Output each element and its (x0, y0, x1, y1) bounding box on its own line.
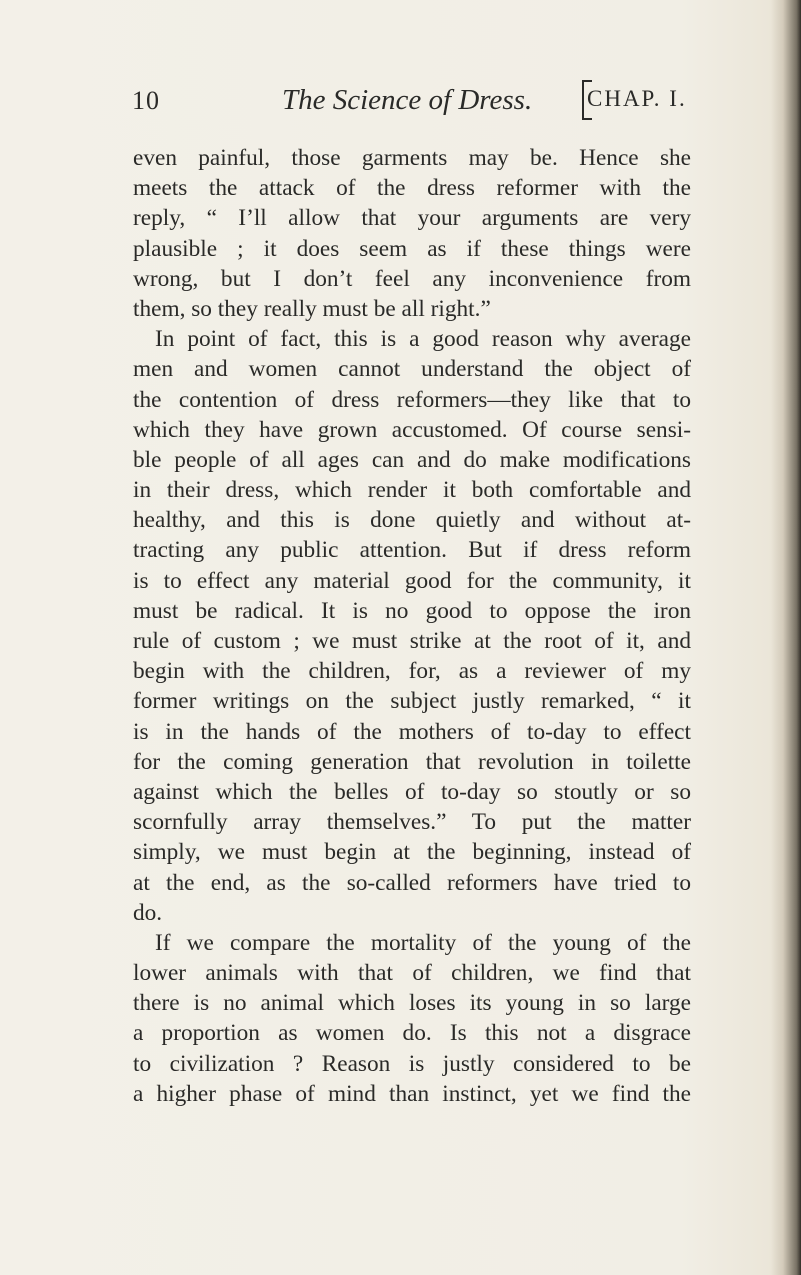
text-line: meets the attack of the dress reformer with the (133, 175, 691, 202)
running-head (132, 80, 692, 124)
text-line: for the coming generation that revolution in toilette (133, 748, 691, 775)
text-line: If we compare the mortality of the young of the (155, 929, 691, 956)
text-line: is to effect any material good for the community, it (133, 567, 691, 594)
text-line: must be radical. It is no good to oppose the iron (133, 597, 691, 624)
text-line: former writings on the subject justly remarked, “ it (133, 688, 691, 715)
chapter-mark: CHAP. I. (587, 86, 687, 111)
running-title: The Science of Dress. (282, 84, 533, 116)
text-line: ble people of all ages can and do make modifications (133, 446, 691, 473)
text-line: wrong, but I don’t feel any inconvenience from (133, 265, 691, 292)
text-line: to civilization ? Reason is justly considered to be (133, 1050, 691, 1077)
text-line: healthy, and this is done quietly and without at- (133, 507, 691, 534)
text-line: against which the belles of to-day so stoutly or so (133, 778, 691, 805)
page-number: 10 (132, 86, 160, 115)
text-line: In point of fact, this is a good reason why average (155, 326, 691, 353)
text-line: the contention of dress reformers—they like that to (133, 386, 691, 413)
text-line: even painful, those garments may be. Hence she (133, 145, 691, 171)
text-line: begin with the children, for, as a reviewer of my (133, 658, 691, 685)
text-line: plausible ; it does seem as if these things were (133, 235, 691, 262)
text-line: reply, “ I’ll allow that your arguments are very (133, 205, 691, 232)
text-line: lower animals with that of children, we find that (133, 960, 691, 987)
text-line: men and women cannot understand the object of (133, 356, 691, 383)
text-line: tracting any public attention. But if dress reform (133, 537, 691, 564)
text-line: is in the hands of the mothers of to-day to effect (133, 718, 691, 745)
text-line: a higher phase of mind than instinct, yet we find the (133, 1080, 691, 1107)
text-line: scornfully array themselves.” To put the matter (133, 809, 691, 836)
text-line: there is no animal which loses its young in so large (133, 990, 691, 1017)
text-line: them, so they really must be all right.” (133, 295, 491, 322)
text-line: in their dress, which render it both comfortable and (133, 477, 691, 504)
text-line: which they have grown accustomed. Of course sensi- (133, 416, 691, 443)
text-line: do. (133, 899, 163, 926)
body-text (133, 143, 691, 1109)
binding-edge (771, 0, 801, 1275)
text-line: simply, we must begin at the beginning, instead of (133, 839, 691, 866)
text-line: rule of custom ; we must strike at the root of it, and (133, 628, 691, 654)
text-line: a proportion as women do. Is this not a disgrace (133, 1020, 691, 1047)
text-line: at the end, as the so-called reformers have tried to (133, 869, 691, 896)
